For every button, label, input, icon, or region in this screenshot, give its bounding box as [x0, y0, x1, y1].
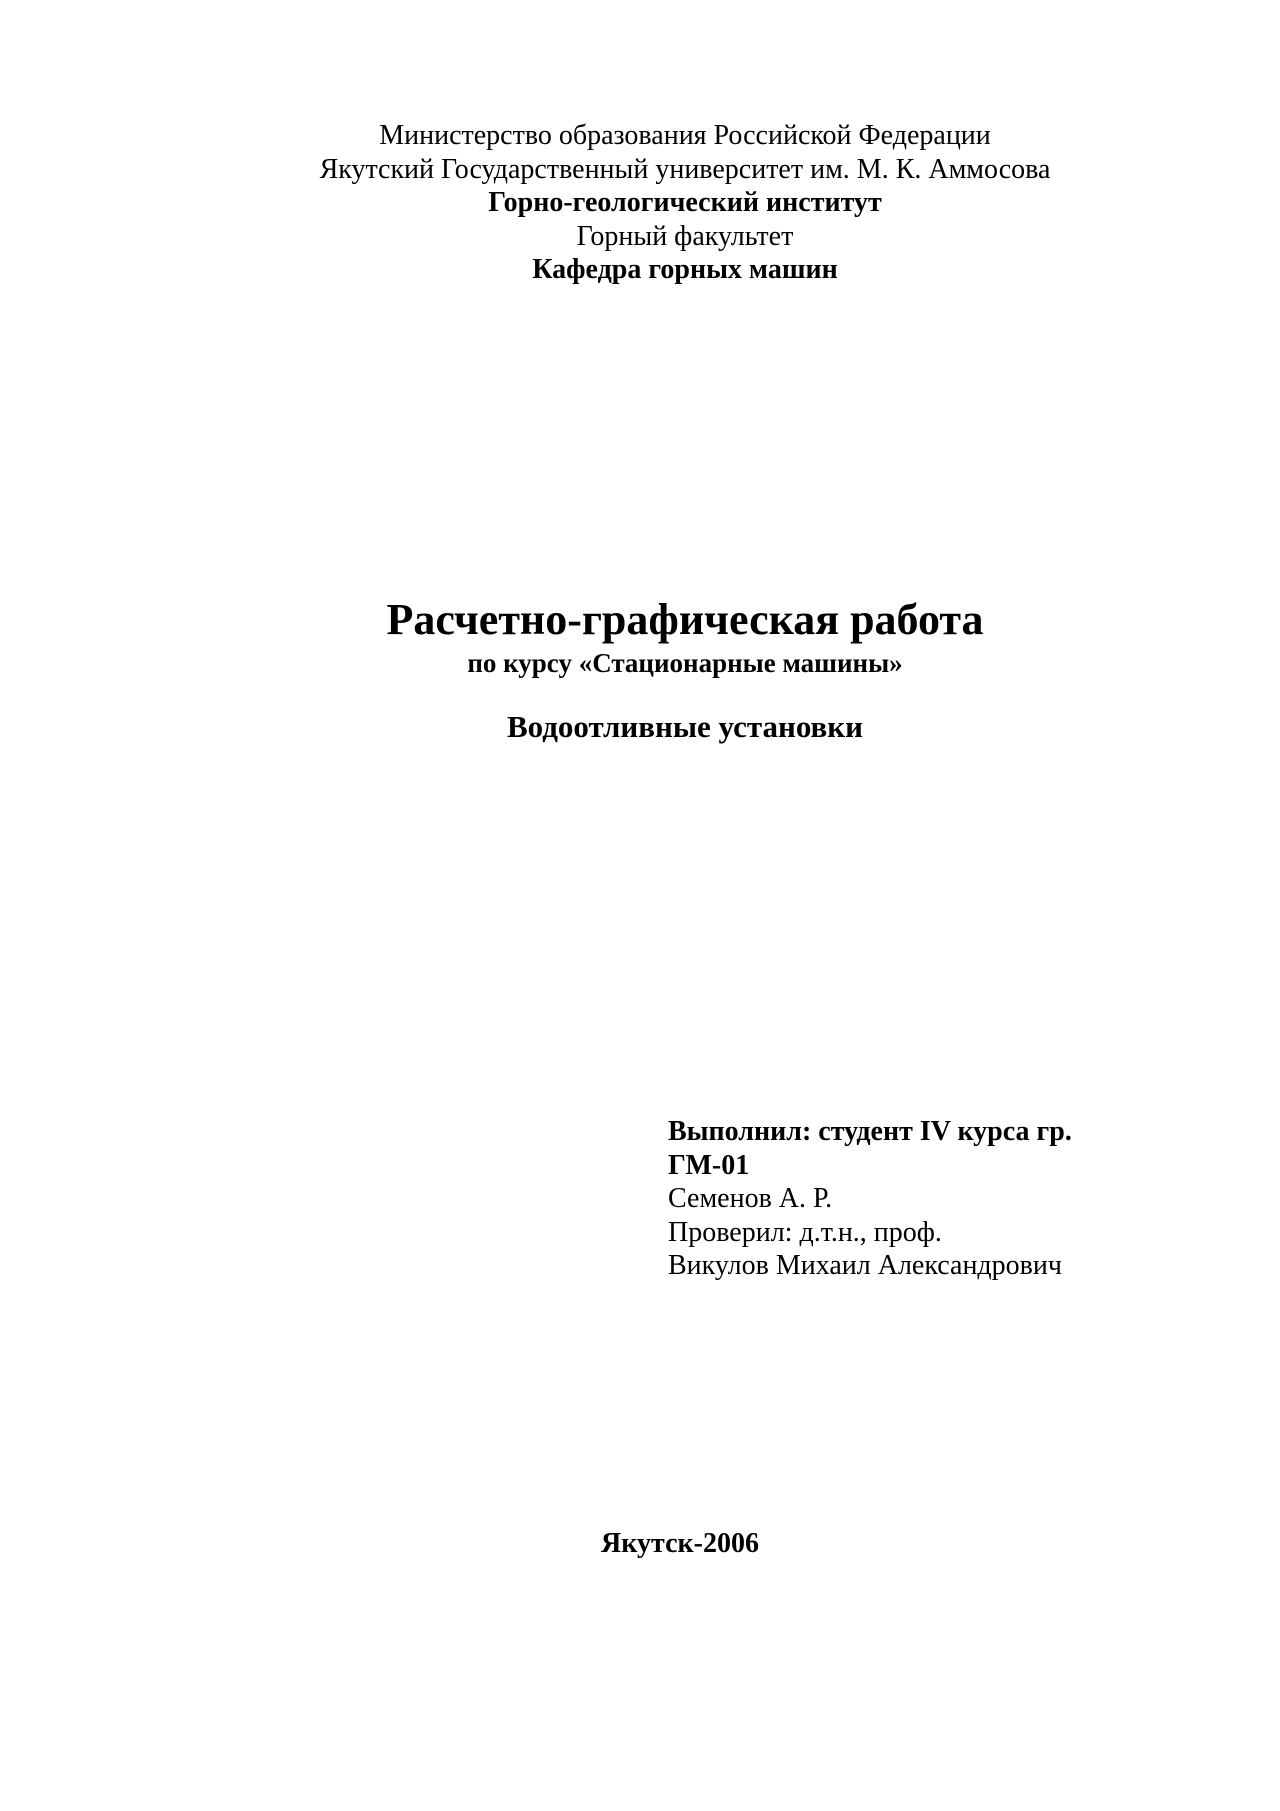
author-block: [668, 1115, 1072, 1283]
performed-by-line: Выполнил: студент IV курса гр.: [668, 1116, 1072, 1147]
topic-title: Водоотливные установки: [506, 709, 864, 744]
group-line: ГМ-01: [668, 1149, 750, 1181]
university-line: Якутский Государственный университет им. М. К. Аммосова: [319, 153, 1051, 185]
checker-name-line: Викулов Михаил Александрович: [668, 1250, 1062, 1281]
department-line: Кафедра горных машин: [532, 254, 838, 285]
student-name-line: Семенов А. Р.: [668, 1183, 833, 1214]
ministry-line: Министерство образования Российской Федерации: [379, 120, 991, 151]
course-subtitle: по курсу «Стационарные машины»: [467, 648, 903, 678]
institute-line: Горно-геологический институт: [488, 187, 882, 218]
faculty-line: Горный факультет: [576, 220, 794, 252]
institution-header: [0, 119, 1280, 287]
city-year: Якутск-2006: [601, 1528, 759, 1559]
checked-by-line: Проверил: д.т.н., проф.: [668, 1216, 942, 1248]
work-type-title: Расчетно-графическая работа: [386, 595, 984, 644]
